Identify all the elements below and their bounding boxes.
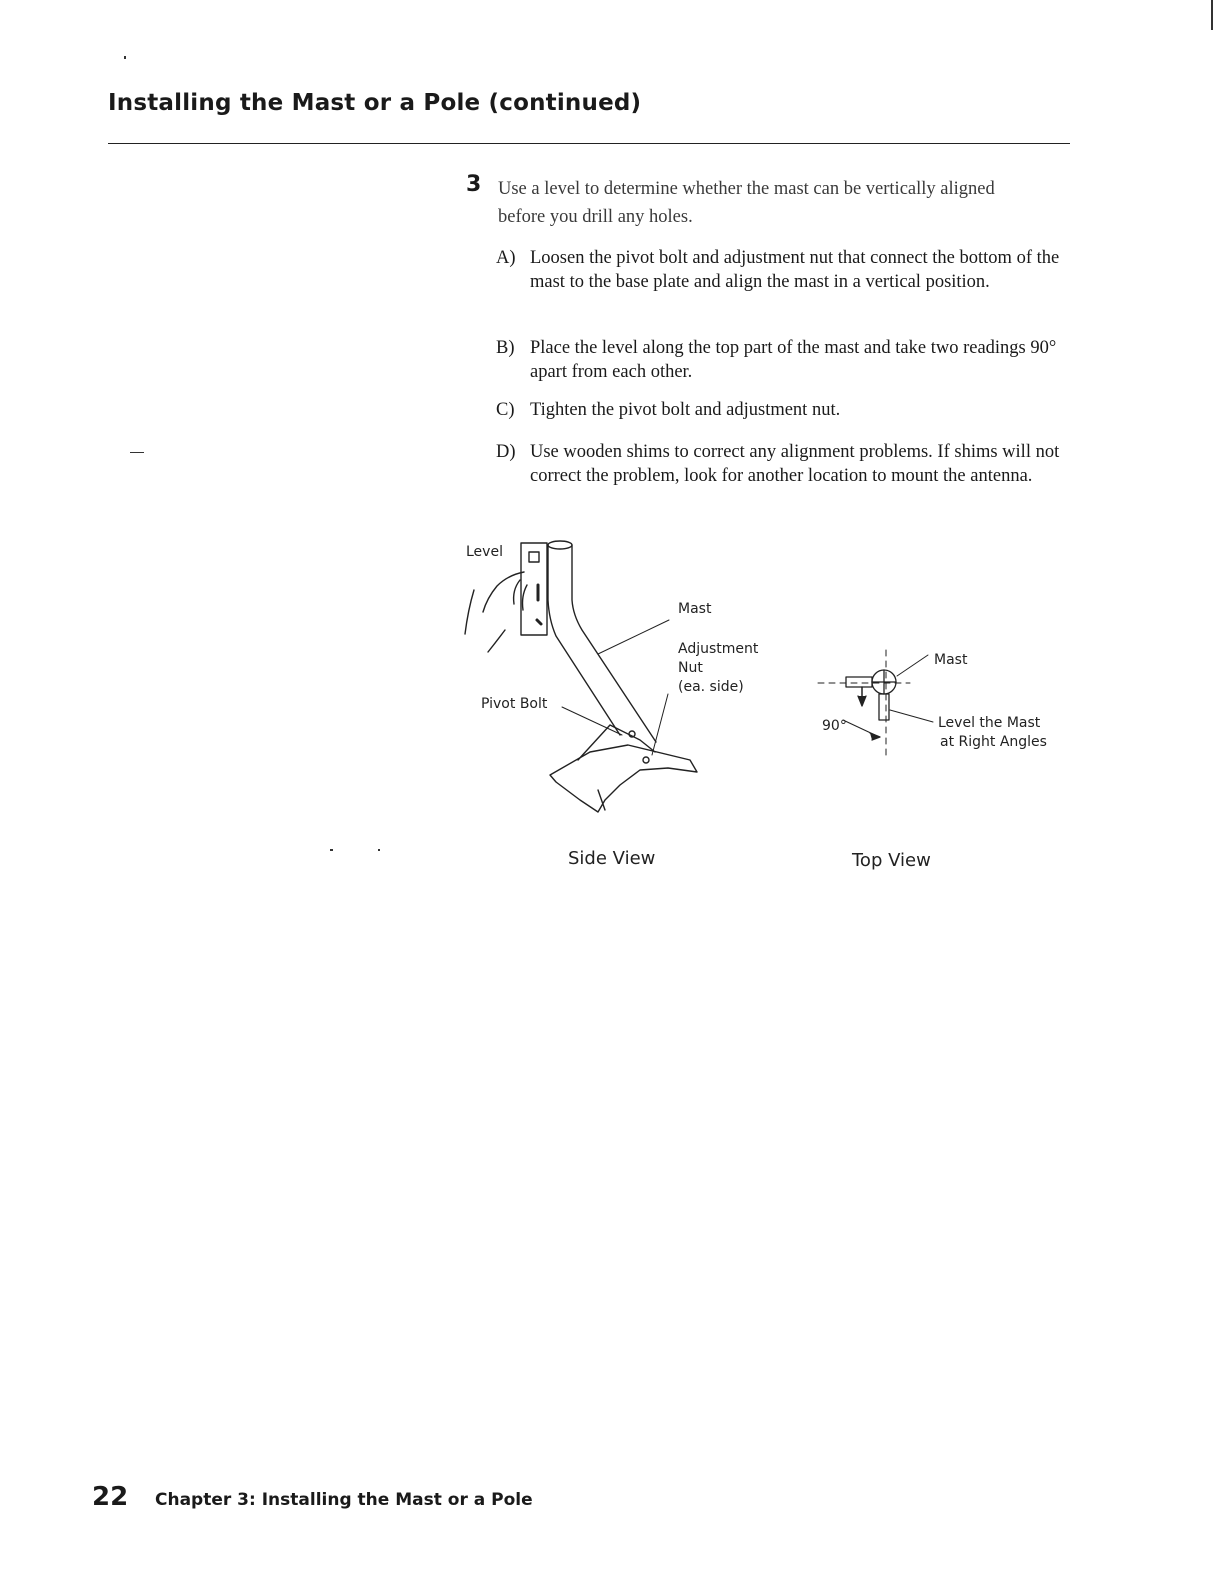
label-adjustment-nut-line2: Nut bbox=[678, 660, 703, 676]
label-mast: Mast bbox=[678, 601, 712, 617]
substep-marker: B) bbox=[496, 338, 515, 358]
label-level-mast-line2: at Right Angles bbox=[940, 734, 1047, 750]
label-pivot-bolt: Pivot Bolt bbox=[481, 696, 548, 712]
label-top-mast: Mast bbox=[934, 652, 968, 668]
substep-marker: A) bbox=[496, 248, 516, 268]
page-heading: Installing the Mast or a Pole (continued) bbox=[108, 90, 642, 116]
label-angle: 90° bbox=[822, 718, 847, 734]
footer-chapter-title: Chapter 3: Installing the Mast or a Pole bbox=[155, 1490, 533, 1510]
substep-marker: D) bbox=[496, 442, 516, 462]
label-adjustment-nut-line3: (ea. side) bbox=[678, 679, 744, 695]
step-number: 3 bbox=[466, 172, 482, 197]
side-view-drawing bbox=[465, 541, 697, 812]
scan-speck bbox=[330, 849, 333, 851]
label-adjustment-nut-line1: Adjustment bbox=[678, 641, 759, 657]
top-view-drawing bbox=[818, 650, 933, 760]
caption-top-view: Top View bbox=[852, 850, 931, 871]
substep-text: Loosen the pivot bolt and adjustment nut that connect the bottom of the mast to the base plate and align the mast in a vertical position. bbox=[530, 248, 1060, 292]
scan-speck bbox=[130, 452, 144, 453]
scan-edge-mark bbox=[1211, 0, 1213, 30]
label-level-mast-line1: Level the Mast bbox=[938, 715, 1041, 731]
scan-speck bbox=[378, 849, 380, 851]
substep-text: Tighten the pivot bolt and adjustment nut. bbox=[530, 400, 841, 420]
substep-marker: C) bbox=[496, 400, 515, 420]
step-text: Use a level to determine whether the mast can be vertically aligned before you drill any holes. bbox=[498, 179, 995, 227]
scan-speck bbox=[124, 56, 126, 59]
substep-text: Place the level along the top part of the mast and take two readings 90° apart from each other. bbox=[530, 338, 1057, 382]
page-number: 22 bbox=[92, 1482, 129, 1512]
substep-text: Use wooden shims to correct any alignment problems. If shims will not correct the problem, look for another location to mount the antenna. bbox=[530, 442, 1060, 486]
caption-side-view: Side View bbox=[568, 848, 656, 869]
label-level: Level bbox=[466, 544, 503, 560]
